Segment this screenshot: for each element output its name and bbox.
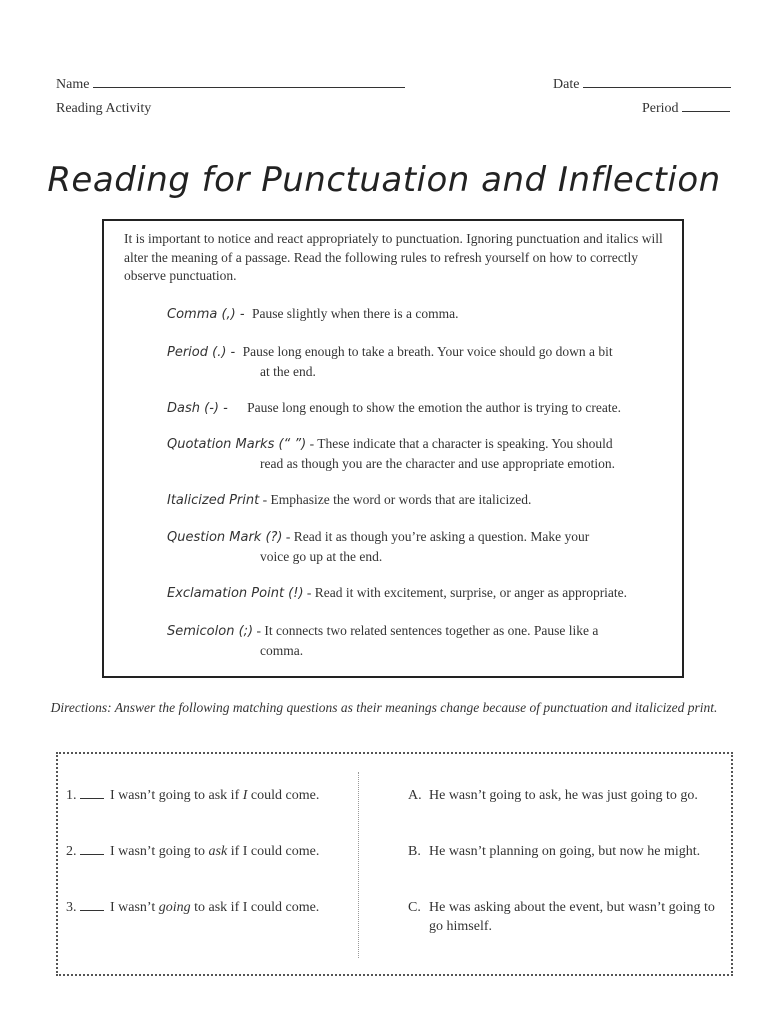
question-text: I wasn’t going to: [110, 844, 206, 859]
rule-term: Semicolon (;): [167, 624, 254, 639]
question-number: 1.: [66, 788, 77, 803]
rule-period: [167, 343, 677, 381]
answer-text-cont: go himself.: [429, 918, 492, 934]
period-line: [682, 110, 730, 112]
rules-box: [102, 219, 684, 678]
date-line: [583, 86, 731, 88]
activity-label: Reading Activity: [56, 101, 152, 116]
answer-text: He wasn’t planning on going, but now he might.: [429, 844, 701, 859]
rule-desc: - Read it with excitement, surprise, or anger as appropriate.: [306, 585, 628, 600]
question-item: [66, 900, 319, 916]
answer-option: [408, 899, 728, 936]
answer-label: B.: [408, 844, 421, 859]
rule-desc: - It connects two related sentences together as one. Pause like a: [256, 623, 599, 638]
question-number: 3.: [66, 900, 77, 915]
rule-desc-cont: read as though you are the character and use appropriate emotion.: [260, 455, 615, 471]
question-text: could come.: [250, 788, 320, 803]
question-emphasis: I: [242, 788, 248, 803]
rule-exclamation: [167, 584, 677, 604]
answer-text: He was asking about the event, but wasn’t going to: [429, 900, 715, 915]
rule-term: Comma (,) -: [167, 307, 245, 322]
rule-term: Exclamation Point (!): [167, 586, 304, 601]
rule-dash: [167, 399, 677, 419]
question-item: [66, 844, 319, 860]
period-label: Period: [642, 101, 679, 116]
rule-term: Italicized Print: [167, 493, 260, 508]
matching-box: [56, 752, 733, 976]
rule-desc: - These indicate that a character is speaking. You should: [309, 436, 613, 451]
directions-text: Directions: Answer the following matching questions as their meanings change because of punctuation and italicized print.: [50, 700, 718, 715]
column-divider: [358, 772, 359, 958]
rule-quotation: [167, 435, 677, 473]
answer-option: [408, 787, 728, 806]
answer-label: C.: [408, 900, 421, 915]
answer-blank[interactable]: [80, 909, 104, 911]
rule-term: Question Mark (?): [167, 530, 283, 545]
rule-desc-cont: at the end.: [260, 363, 316, 379]
rule-term: Period (.) -: [167, 345, 236, 360]
name-field-row: [56, 77, 405, 93]
rule-italicized: [167, 491, 677, 511]
rule-desc: - Read it as though you’re asking a question. Make your: [285, 529, 590, 544]
question-text: if I could come.: [230, 844, 320, 859]
name-label: Name: [56, 77, 90, 92]
page-title: Reading for Punctuation and Inflection: [47, 160, 721, 200]
answer-label: A.: [408, 788, 422, 803]
intro-text: It is important to notice and react appropriately to punctuation. Ignoring punctuation and italics will alter the meaning of a passage. Read the following rules to refresh yourself on how to correctly observe punctuation.: [124, 231, 663, 283]
rule-term: Quotation Marks (“ ”): [167, 437, 307, 452]
answer-blank[interactable]: [80, 853, 104, 855]
rule-desc-cont: comma.: [260, 642, 304, 658]
rule-semicolon: [167, 622, 677, 660]
rule-desc: Pause long enough to show the emotion the author is trying to create.: [247, 400, 621, 415]
rule-desc: - Emphasize the word or words that are italicized.: [262, 492, 532, 507]
rule-question: [167, 528, 677, 566]
question-emphasis: ask: [208, 844, 228, 859]
date-field-row: [553, 77, 731, 93]
rule-comma: [167, 305, 677, 325]
rule-desc: Pause long enough to take a breath. Your voice should go down a bit: [242, 344, 613, 359]
answer-text: He wasn’t going to ask, he was just going to go.: [429, 788, 698, 803]
question-emphasis: going: [158, 900, 191, 915]
date-label: Date: [553, 77, 580, 92]
period-field-row: [642, 101, 730, 117]
rule-term: Dash (-) -: [167, 401, 228, 416]
answer-option: [408, 843, 728, 862]
question-text: to ask if I could come.: [194, 900, 320, 915]
question-text: I wasn’t going to ask if: [110, 788, 240, 803]
answer-blank[interactable]: [80, 797, 104, 799]
question-number: 2.: [66, 844, 77, 859]
name-line: [93, 86, 405, 88]
rule-desc-cont: voice go up at the end.: [260, 548, 383, 564]
rule-desc: Pause slightly when there is a comma.: [251, 306, 459, 321]
question-text: I wasn’t: [110, 900, 156, 915]
question-item: [66, 788, 319, 804]
